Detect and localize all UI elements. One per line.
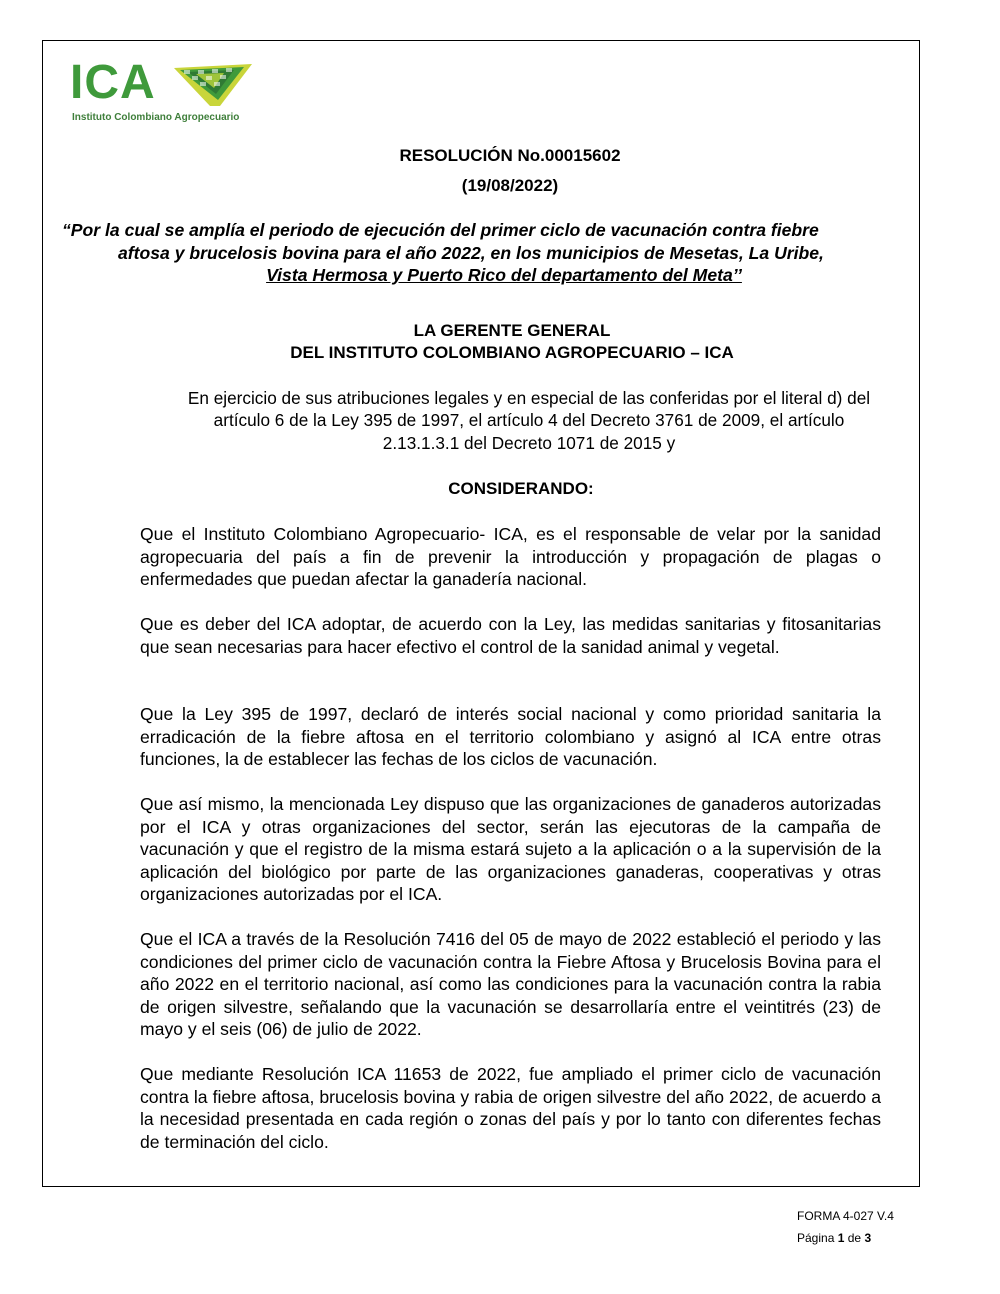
considerando-paragraph: Que el ICA a través de la Resolución 7416 del 05 de mayo de 2022 estableció el periodo y las condiciones del primer ciclo de vacunación contra la Fiebre Aftosa y Brucelosis Bovina para el año 2022 en el territorio nacional, así como las condiciones para la vacunación contra la rabia de origen silvestre, señalando que la vacunación se desarrollaría entre el veintitrés (23) de mayo y el seis (06) de julio de 2022. <box>140 929 881 1039</box>
page-of: de <box>847 1231 862 1245</box>
considerando-paragraph: Que mediante Resolución ICA 11653 de 2022, fue ampliado el primer ciclo de vacunación contra la fiebre aftosa, brucelosis bovina y rabia de origen silvestre del año 2022, de acuerdo a la necesidad presentada en cada región o zonas del país y por lo tanto con diferentes fechas de terminación del ciclo. <box>140 1064 881 1152</box>
resolution-date: (19/08/2022) <box>461 176 559 195</box>
resolution-number: RESOLUCIÓN No.00015602 <box>399 146 621 165</box>
logo-emblem-icon <box>174 64 252 108</box>
logo-letters: ICA <box>70 56 156 109</box>
considerando-paragraph: Que la Ley 395 de 1997, declaró de interés social nacional y como prioridad sanitaria la erradicación de la fiebre aftosa en el territorio colombiano y asignó al ICA entre otras funciones, la de establecer las fechas de los ciclos de vacunación. <box>140 704 881 769</box>
authority-institution: DEL INSTITUTO COLOMBIANO AGROPECUARIO – ICA <box>290 343 734 362</box>
form-code: FORMA 4-027 V.4 <box>797 1209 894 1223</box>
logo-tagline: Instituto Colombiano Agropecuario <box>72 112 240 123</box>
page-total: 3 <box>864 1231 872 1245</box>
considerando-paragraph: Que el Instituto Colombiano Agropecuario- ICA, es el responsable de velar por la sanidad agropecuaria del país a fin de prevenir la introducción y propagación de plagas o enfermedades que puedan afectar la ganadería nacional. <box>140 524 881 589</box>
considerando-heading: CONSIDERANDO: <box>448 479 594 498</box>
page-current: 1 <box>837 1231 845 1245</box>
subject-line-1: “Por la cual se amplía el periodo de ejecución del primer ciclo de vacunación contra fiebre <box>62 220 819 240</box>
considerando-paragraph: Que así mismo, la mencionada Ley dispuso que las organizaciones de ganaderos autorizadas por el ICA y otras organizaciones del sector, serán las ejecutoras de la campaña de vacunación y que el registro de la misma estará sujeto a la aplicación o a la supervisión de la aplicación del biológico por parte de las organizaciones ganaderas, cooperativas y otras organizaciones autorizadas por el ICA. <box>140 794 881 904</box>
preamble: En ejercicio de sus atribuciones legales y en especial de las conferidas por el literal d) del artículo 6 de la Ley 395 de 1997, el artículo 4 del Decreto 3761 de 2009, el artículo 2.13.1.3.1 del Decreto 1071 de 2015 y <box>187 388 871 453</box>
subject-line-3: Vista Hermosa y Puerto Rico del departamento del Meta’’ <box>266 265 742 285</box>
page-indicator <box>797 1231 871 1245</box>
considerando-paragraph: Que es deber del ICA adoptar, de acuerdo con la Ley, las medidas sanitarias y fitosanitarias que sean necesarias para hacer efectivo el control de la sanidad animal y vegetal. <box>140 614 881 657</box>
authority-title: LA GERENTE GENERAL <box>413 321 611 340</box>
resolution-subject <box>62 219 908 287</box>
ica-logo <box>70 56 256 126</box>
subject-line-2: aftosa y brucelosis bovina para el año 2022, en los municipios de Mesetas, La Uribe, <box>118 242 824 263</box>
page-word: Página <box>797 1231 835 1245</box>
